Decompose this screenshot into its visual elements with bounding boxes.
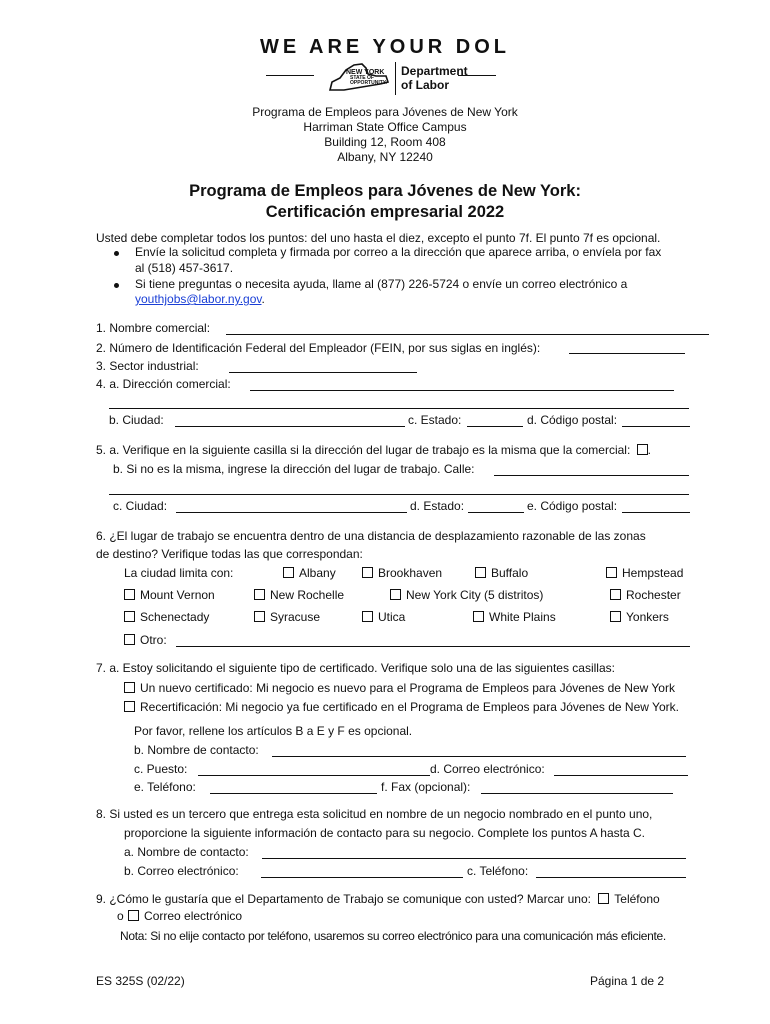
q5e-label: e. Código postal:: [527, 499, 618, 513]
q6-line2: de destino? Verifique todas las que correspondan:: [96, 547, 363, 561]
q9-line2: o Correo electrónico: [117, 909, 243, 923]
other-city-field[interactable]: [176, 646, 690, 647]
checkbox[interactable]: [124, 701, 135, 712]
q8a-label: a. Nombre de contacto:: [124, 845, 249, 859]
q9-note: Nota: Si no elije contacto por teléfono, usaremos su correo electrónico para una comunicación más eficiente.: [120, 929, 666, 943]
logo-state-text: NEW YORK: [346, 69, 385, 76]
address-line-3: Building 12, Room 408: [324, 135, 446, 149]
q5d-label: d. Estado:: [410, 499, 465, 513]
q6-line1: 6. ¿El lugar de trabajo se encuentra dentro de una distancia de desplazamiento razonable de las zonas: [96, 529, 646, 543]
worksite-city-field[interactable]: [176, 512, 407, 513]
checkbox[interactable]: [254, 589, 265, 600]
business-zip-field[interactable]: [622, 426, 690, 427]
worksite-zip-field[interactable]: [622, 512, 690, 513]
email-link[interactable]: youthjobs@labor.ny.gov: [135, 292, 262, 306]
contact-email-field[interactable]: [554, 775, 688, 776]
q8b-label: b. Correo electrónico:: [124, 864, 239, 878]
q8-line1: 8. Si usted es un tercero que entrega esta solicitud en nombre de un negocio nombrado en el punto uno,: [96, 807, 653, 821]
worksite-state-field[interactable]: [468, 512, 524, 513]
form-title: Programa de Empleos para Jóvenes de New York:: [189, 182, 581, 200]
q1-label: 1. Nombre comercial:: [96, 321, 211, 335]
contact-name-field[interactable]: [272, 756, 686, 757]
q2-label: 2. Número de Identificación Federal del Empleador (FEIN, por sus siglas en inglés):: [96, 341, 541, 355]
q4c-label: c. Estado:: [408, 413, 462, 427]
bullet-dot: [114, 283, 119, 288]
checkbox[interactable]: [124, 611, 135, 622]
q7d-label: d. Correo electrónico:: [430, 762, 545, 776]
industry-field[interactable]: [229, 372, 417, 373]
city-checkbox-hempstead[interactable]: Hempstead: [606, 566, 683, 580]
bullet1-line1: Envíe la solicitud completa y firmada por correo a la dirección que aparece arriba, o envíela por fax: [135, 245, 662, 259]
checkbox[interactable]: [473, 611, 484, 622]
checkbox[interactable]: [606, 567, 617, 578]
q7b-label: b. Nombre de contacto:: [134, 743, 259, 757]
q5b-label: b. Si no es la misma, ingrese la dirección del lugar de trabajo. Calle:: [113, 462, 475, 476]
q7a-label: 7. a. Estoy solicitando el siguiente tipo de certificado. Verifique solo una de las siguientes casillas:: [96, 661, 615, 675]
q7-note: Por favor, rellene los artículos B a E y F es opcional.: [134, 724, 413, 738]
worksite-street-field[interactable]: [494, 475, 689, 476]
checkbox[interactable]: [390, 589, 401, 600]
city-checkbox-mount-vernon[interactable]: Mount Vernon: [124, 588, 215, 602]
logo-of-labor-text: of Labor: [401, 78, 449, 92]
recertification-option[interactable]: Recertificación: Mi negocio ya fue certificado en el Programa de Empleos para Jóvenes de New York.: [124, 700, 679, 714]
contact-phone-field[interactable]: [210, 793, 377, 794]
city-checkbox-yonkers[interactable]: Yonkers: [610, 610, 669, 624]
q7e-label: e. Teléfono:: [134, 780, 196, 794]
new-certificate-option[interactable]: Un nuevo certificado: Mi negocio es nuevo para el Programa de Empleos para Jóvenes de New York: [124, 681, 675, 695]
business-address-field[interactable]: [250, 390, 674, 391]
checkbox[interactable]: [283, 567, 294, 578]
page-number: Página 1 de 2: [590, 974, 665, 988]
form-id: ES 325S (02/22): [96, 974, 185, 988]
logo-department-text: Department: [401, 64, 468, 78]
third-party-email-field[interactable]: [261, 877, 463, 878]
q4b-label: b. Ciudad:: [109, 413, 164, 427]
logo-opportunity-text: OPPORTUNITY.: [350, 80, 387, 86]
city-checkbox-brookhaven[interactable]: Brookhaven: [362, 566, 442, 580]
q7f-label: f. Fax (opcional):: [381, 780, 471, 794]
same-address-checkbox[interactable]: [637, 444, 648, 455]
fein-field[interactable]: [569, 353, 685, 354]
bullet2-line1: Si tiene preguntas o necesita ayuda, llame al (877) 226-5724 o envíe un correo electrónico a: [135, 277, 628, 291]
address-line-2: Harriman State Office Campus: [303, 120, 467, 134]
city-checkbox-schenectady[interactable]: Schenectady: [124, 610, 209, 624]
slogan: WE ARE YOUR DOL: [259, 36, 510, 58]
q8-line2: proporcione la siguiente información de contacto para su negocio. Complete los puntos A hasta C.: [124, 826, 645, 840]
q3-label: 3. Sector industrial:: [96, 359, 199, 373]
third-party-contact-name-field[interactable]: [262, 858, 686, 859]
city-checkbox-other[interactable]: Otro:: [124, 633, 167, 647]
checkbox[interactable]: [610, 611, 621, 622]
worksite-street-line2-field[interactable]: [109, 494, 689, 495]
city-checkbox-new-york-city[interactable]: New York City (5 distritos): [390, 588, 543, 602]
business-name-field[interactable]: [226, 334, 709, 335]
q4a-label: 4. a. Dirección comercial:: [96, 377, 231, 391]
logo-state-of-text: STATE OF: [350, 75, 374, 81]
city-checkbox-rochester[interactable]: Rochester: [610, 588, 681, 602]
checkbox[interactable]: [475, 567, 486, 578]
city-checkbox-utica[interactable]: Utica: [362, 610, 405, 624]
fax-field[interactable]: [481, 793, 673, 794]
city-checkbox-white-plains[interactable]: White Plains: [473, 610, 556, 624]
business-address-line2-field[interactable]: [109, 408, 689, 409]
checkbox[interactable]: [124, 682, 135, 693]
q5a-label: 5. a. Verifique en la siguiente casilla si la dirección del lugar de trabajo es la misma que la comercial: .: [96, 443, 651, 457]
q5c-label: c. Ciudad:: [113, 499, 168, 513]
checkbox[interactable]: [124, 634, 135, 645]
q4d-label: d. Código postal:: [527, 413, 618, 427]
address-line-4: Albany, NY 12240: [337, 150, 433, 164]
checkbox[interactable]: [362, 611, 373, 622]
bullet1-line2: al (518) 457-3617.: [135, 261, 234, 275]
header-rule-left: [266, 75, 314, 76]
nys-logo: [320, 62, 468, 96]
q7c-label: c. Puesto:: [134, 762, 188, 776]
logo-divider: [395, 62, 396, 95]
checkbox[interactable]: [254, 611, 265, 622]
form-subtitle: Certificación empresarial 2022: [265, 203, 505, 221]
q9-line1: 9. ¿Cómo le gustaría que el Departamento de Trabajo se comunique con usted? Marcar uno: Teléfono: [96, 892, 660, 906]
city-limit-label: La ciudad limita con:: [124, 566, 234, 580]
checkbox[interactable]: [124, 589, 135, 600]
contact-email-checkbox[interactable]: [128, 910, 139, 921]
intro-text: Usted debe completar todos los puntos: del uno hasta el diez, excepto el punto 7f. El punto 7f es opcional.: [96, 231, 661, 245]
city-checkbox-buffalo[interactable]: Buffalo: [475, 566, 528, 580]
city-checkbox-syracuse[interactable]: Syracuse: [254, 610, 320, 624]
bullet2-line2: youthjobs@labor.ny.gov.: [135, 292, 265, 306]
business-state-field[interactable]: [467, 426, 523, 427]
business-city-field[interactable]: [175, 426, 405, 427]
checkbox[interactable]: [362, 567, 373, 578]
city-checkbox-albany[interactable]: Albany: [283, 566, 336, 580]
third-party-phone-field[interactable]: [536, 877, 686, 878]
city-checkbox-new-rochelle[interactable]: New Rochelle: [254, 588, 344, 602]
position-field[interactable]: [198, 775, 430, 776]
bullet-dot: [114, 251, 119, 256]
checkbox[interactable]: [610, 589, 621, 600]
contact-phone-checkbox[interactable]: [598, 893, 609, 904]
address-line-1: Programa de Empleos para Jóvenes de New York: [252, 105, 518, 119]
q8c-label: c. Teléfono:: [467, 864, 529, 878]
